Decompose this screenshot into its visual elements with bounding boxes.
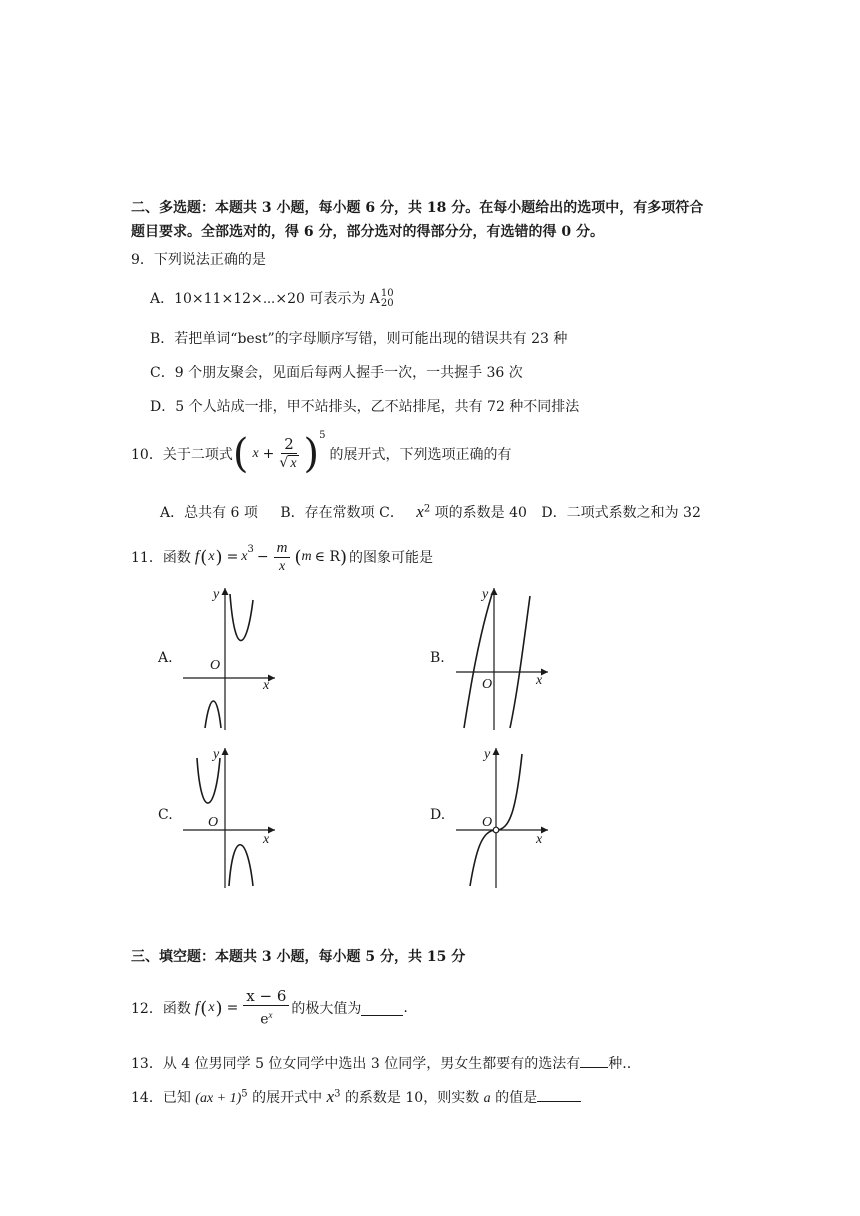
q11-label-b: B. bbox=[430, 650, 445, 666]
q10-denominator bbox=[276, 454, 301, 473]
q10-suffix: 的展开式，下列选项正确的有 bbox=[329, 447, 512, 463]
section-2-heading-line1: 二、多选题：本题共 3 小题，每小题 6 分，共 18 分。在每小题给出的选项中，有多项符合 bbox=[131, 200, 704, 216]
x-axis-label: x bbox=[263, 832, 270, 847]
q10-stem bbox=[131, 428, 512, 480]
q12-prefix: 12．函数 bbox=[131, 1001, 191, 1017]
q10-numerator: 2 bbox=[281, 435, 297, 454]
q12-suffix: 的极大值为 bbox=[291, 1001, 362, 1017]
q9-option-b: B．若把单词“best”的字母顺序写错，则可能出现的错误共有 23 种 bbox=[150, 331, 568, 347]
q14-expr: (ax + 1) bbox=[195, 1091, 242, 1106]
q11-graph-c bbox=[175, 740, 285, 890]
q14-var: x bbox=[326, 1087, 335, 1106]
q11-fraction bbox=[274, 539, 291, 576]
q10-x: x bbox=[252, 446, 259, 461]
q10-option-a: A．总共有 6 项 bbox=[160, 505, 258, 521]
q10-prefix: 10．关于二项式 bbox=[131, 447, 233, 463]
section-2-heading-line2: 题目要求。全部选对的，得 6 分，部分选对的得部分分，有选错的得 0 分。 bbox=[131, 224, 604, 240]
hollow-point bbox=[493, 827, 499, 833]
y-axis-label: y bbox=[213, 747, 220, 762]
q11-graph-d bbox=[452, 740, 562, 890]
q12-denominator bbox=[257, 1006, 275, 1029]
origin-label: O bbox=[482, 815, 493, 830]
x-axis-label: x bbox=[536, 832, 543, 847]
q11-label-a: A. bbox=[158, 650, 173, 666]
q11-label-d: D. bbox=[430, 807, 446, 823]
q12-f: f bbox=[194, 999, 200, 1016]
q10-option-d: D．二项式系数之和为 32 bbox=[541, 505, 701, 521]
q9-option-d: D．5 个人站成一排，甲不站排头，乙不站排尾，共有 72 种不同排法 bbox=[150, 399, 580, 415]
q10-option-c-exp: 2 bbox=[423, 503, 431, 515]
curve-left bbox=[205, 701, 221, 728]
q9-option-a-sub: 20 bbox=[380, 298, 394, 309]
curve-right bbox=[510, 596, 530, 728]
q10-left-paren: ( bbox=[232, 431, 249, 477]
q10-fraction bbox=[276, 435, 301, 473]
q9-option-c: C．9 个朋友聚会，见面后每两人握手一次，一共握手 36 次 bbox=[150, 365, 523, 381]
q13-stem bbox=[131, 1053, 631, 1073]
q9-stem: 9．下列说法正确的是 bbox=[131, 252, 266, 268]
q9-option-a-text: A．10×11×12×⋯×20 可表示为 A bbox=[150, 291, 380, 307]
q11-equals: = bbox=[226, 549, 239, 565]
q12-fraction bbox=[243, 987, 289, 1029]
q11-x-cubed: x bbox=[241, 549, 248, 564]
q12-x: x bbox=[208, 1000, 215, 1015]
y-axis-label: y bbox=[484, 747, 491, 762]
q14-stem bbox=[131, 1087, 581, 1107]
y-axis-label: y bbox=[482, 587, 489, 602]
q11-m: m bbox=[301, 549, 312, 564]
q10-plus: + bbox=[262, 446, 275, 462]
q14-answer-blank[interactable] bbox=[537, 1087, 581, 1102]
q11-cube-exp: 3 bbox=[247, 544, 254, 555]
q14-prefix: 14．已知 bbox=[131, 1090, 191, 1106]
q11-stem bbox=[131, 536, 433, 578]
q14-mid: 的展开式中 bbox=[252, 1090, 323, 1106]
q10-option-b: B．存在常数项 C． bbox=[280, 505, 404, 521]
q13-end: 种.. bbox=[608, 1056, 632, 1072]
q14-exp: 5 bbox=[241, 1088, 248, 1100]
section-3-heading: 三、填空题：本题共 3 小题，每小题 5 分，共 15 分 bbox=[131, 949, 466, 965]
curve-right bbox=[229, 845, 253, 886]
q11-rparen: ) bbox=[215, 546, 223, 568]
q11-x: x bbox=[208, 549, 215, 564]
q10-exponent: 5 bbox=[319, 430, 326, 441]
q11-denominator: x bbox=[278, 558, 286, 574]
q9-option-a-sup: 10 bbox=[380, 288, 394, 299]
q12-stem: 12．函数 f ( x ) = $\frac{x - 6}{e^x}$ 的极大值为 . bbox=[131, 987, 408, 1028]
q11-lparen2: ( bbox=[294, 546, 302, 568]
q11-graph-b bbox=[452, 580, 562, 732]
q10-sqrt-x: x bbox=[290, 456, 297, 471]
q14-mid2: 的系数是 10，则实数 bbox=[344, 1090, 480, 1106]
q10-right-paren: ) bbox=[303, 431, 320, 477]
q10-sqrt-sign: √ bbox=[279, 455, 289, 471]
q11-lparen: ( bbox=[200, 546, 208, 568]
q11-rparen2: ) bbox=[339, 546, 348, 568]
q13-text: 13．从 4 位男同学 5 位女同学中选出 3 位同学，男女生都要有的选法有 bbox=[131, 1056, 581, 1072]
q12-den-exp: x bbox=[268, 1010, 273, 1021]
x-axis-label: x bbox=[263, 678, 270, 693]
q14-a: a bbox=[483, 1091, 491, 1106]
origin-label: O bbox=[482, 677, 493, 692]
q11-prefix: 11．函数 bbox=[131, 550, 191, 566]
q11-label-c: C. bbox=[158, 807, 173, 823]
origin-label: O bbox=[210, 658, 221, 673]
curve-left bbox=[464, 594, 492, 728]
y-axis-label: y bbox=[213, 587, 220, 602]
curve-left bbox=[197, 758, 220, 803]
q11-in-r: ∈ R bbox=[314, 549, 340, 565]
q12-answer-blank[interactable] bbox=[361, 1001, 403, 1016]
q10-option-c-rest: 项的系数是 40 bbox=[434, 505, 527, 521]
q14-var-exp: 3 bbox=[334, 1088, 341, 1100]
origin-label: O bbox=[208, 815, 219, 830]
q10-options bbox=[160, 502, 701, 522]
q9-option-a bbox=[150, 288, 394, 309]
curve-right bbox=[230, 594, 253, 641]
q14-suffix: 的值是 bbox=[495, 1090, 538, 1106]
q11-numerator: m bbox=[274, 539, 291, 558]
q11-f: f bbox=[194, 548, 200, 565]
q12-den-e: e bbox=[260, 1011, 269, 1028]
q13-answer-blank[interactable] bbox=[580, 1053, 608, 1068]
q12-end: . bbox=[403, 1000, 408, 1016]
q11-minus: − bbox=[256, 549, 269, 565]
q10-option-c-var: x bbox=[416, 502, 424, 521]
q12-numerator: x − 6 bbox=[243, 987, 289, 1006]
q11-suffix: 的图象可能是 bbox=[349, 550, 434, 566]
x-axis-label: x bbox=[536, 673, 543, 688]
q11-graph-a bbox=[175, 580, 285, 732]
